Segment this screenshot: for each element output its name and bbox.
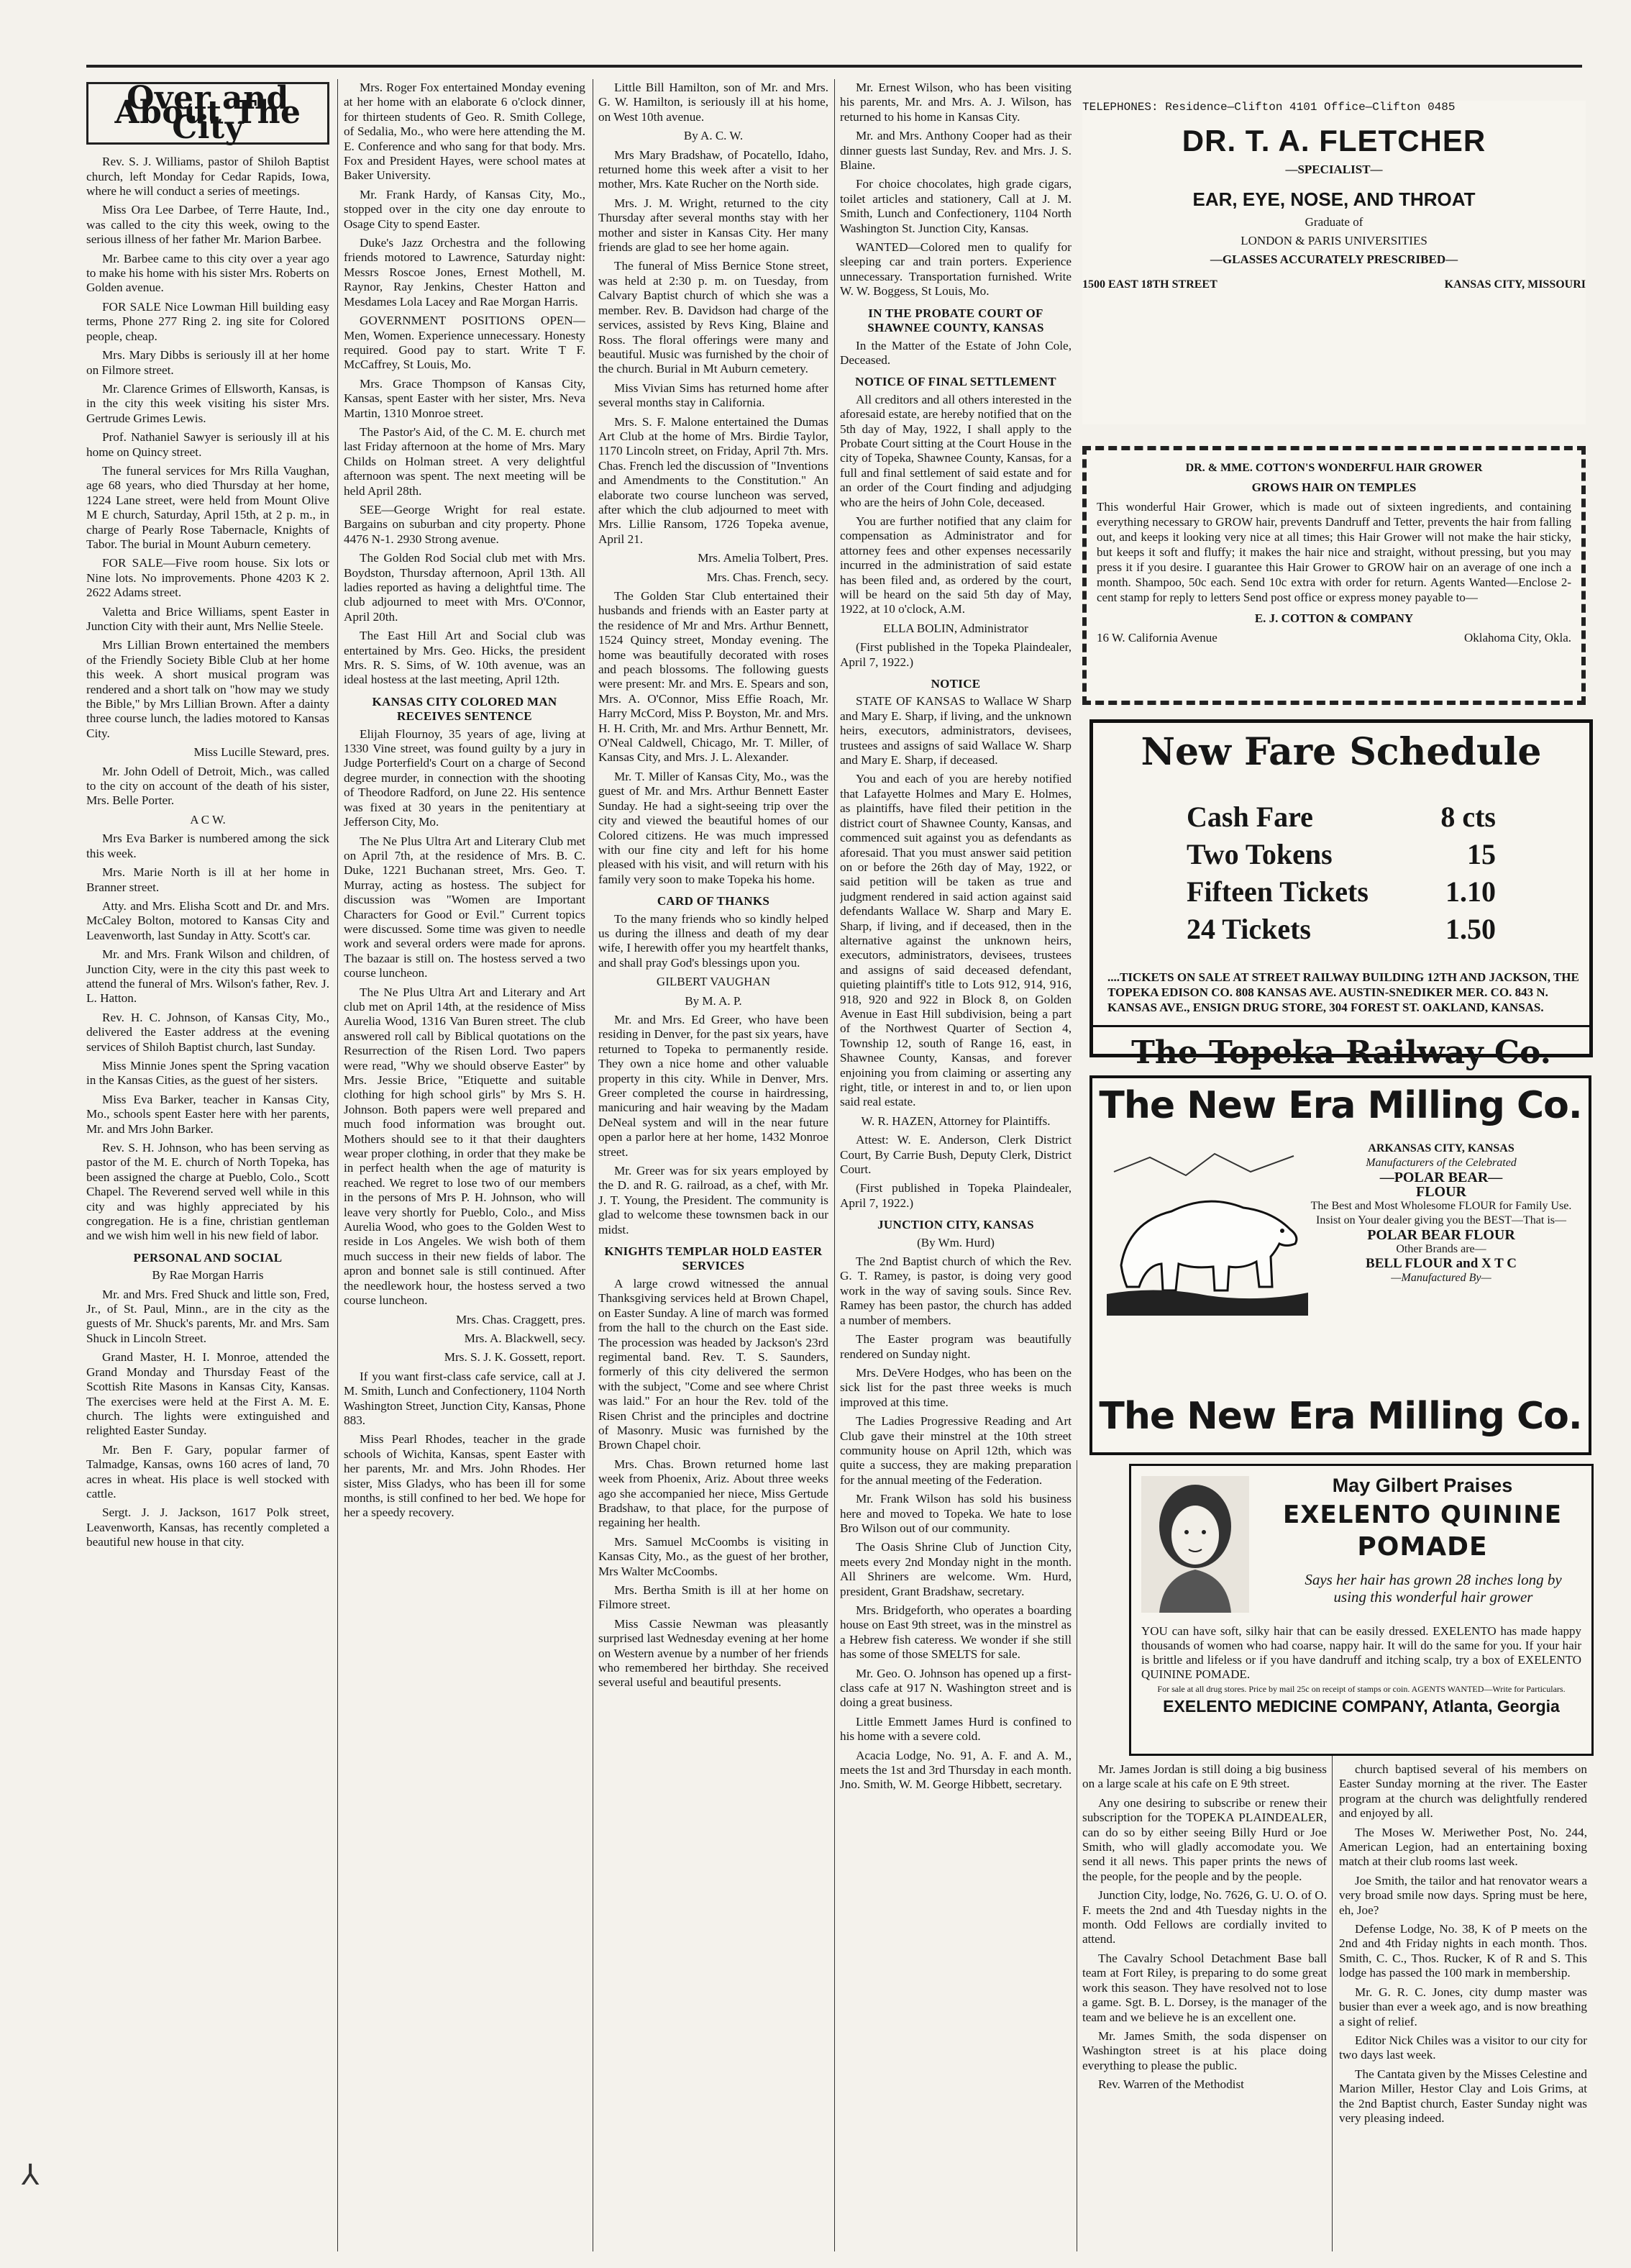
signature: Mrs. Amelia Tolbert, Pres. — [698, 551, 828, 565]
news-item: For choice chocolates, high grade cigars, toilet articles and stationery, Call at J. M. Smith, Lunch and Confectionery, 1104 North Washington St. Junction City, Kansas. — [840, 177, 1072, 235]
pomade-headline: May Gilbert Praises — [1332, 1475, 1513, 1496]
fletcher-city: KANSAS CITY, MISSOURI — [1444, 278, 1586, 291]
pomade-body: YOU can have soft, silky hair that can be easily dressed. EXELENTO has made happy thousands of women who had coarse, nappy hair. It will do the same for you. If your hair is brittle and lifeless or if you have dandruff and itching scalp, try a box of EXELENTO QUININE POMADE. — [1141, 1624, 1581, 1681]
news-item: Elijah Flournoy, 35 years of age, living at 1330 Vine street, was found guilty by a jury in Judge Porterfield's Court on a charge of Second degree murder, in connection with the shooting of Theodore Radford, on June 22. His sentence was fixed at 30 years in the penitentiary at Jefferson City, Mo. — [344, 727, 585, 829]
news-item: SEE—George Wright for real estate. Bargains on suburban and city property. Phone 4476 N-1. 2930 Strong avenue. — [344, 502, 585, 546]
news-item: Rev. S. J. Williams, pastor of Shiloh Baptist church, left Monday for Cedar Rapids, Iowa, where he will conduct a series of meetings. — [86, 155, 329, 199]
fare-row: Two Tokens 15 — [1187, 838, 1496, 870]
cotton-address: 16 W. California Avenue — [1097, 631, 1217, 645]
news-item: The Easter program was beautifully rendered on Sunday night. — [840, 1332, 1072, 1361]
news-item: Prof. Nathaniel Sawyer is seriously ill at his home on Quincy street. — [86, 430, 329, 459]
news-item: Mr. and Mrs. Frank Wilson and children, of Junction City, were in the city this past week to attend the funeral of Mrs. Wilson's father, Rev. J. L. Hatton. — [86, 947, 329, 1006]
news-item: Mrs Eva Barker is numbered among the sick this week. — [86, 832, 329, 860]
signature: Mrs. A. Blackwell, secy. — [464, 1331, 585, 1345]
polar-bear-icon — [1107, 1143, 1308, 1316]
fare-row: Fifteen Tickets 1.10 — [1187, 875, 1496, 908]
column-1 — [86, 81, 329, 2253]
column-3 — [598, 81, 828, 2253]
fare-rows — [1187, 798, 1589, 948]
pomade-company: EXELENTO MEDICINE COMPANY, Atlanta, Georgia — [1163, 1697, 1560, 1716]
byline: (By Wm. Hurd) — [917, 1235, 995, 1249]
byline: By M. A. P. — [685, 993, 742, 1008]
fletcher-address: 1500 EAST 18TH STREET — [1082, 278, 1217, 291]
news-item: The Cantata given by the Misses Celestine and Marion Miller, Hestor Clay and Lois Grims, at the 2nd Baptist church, Easter Sunday night was very pleasing indeed. — [1339, 2067, 1587, 2125]
news-item: Mr. and Mrs. Ed Greer, who have been residing in Denver, for the past six years, have returned to Topeka to permanently reside. They own a nice home and other valuable property in this city. While in Denver, Mrs. Greer completed the course in hairdressing, manicuring and hair weaving by the Madam DeNeal system and will in the near future open a parlor here at her home, 1432 Monroe street. — [598, 1012, 828, 1159]
column-6 — [1339, 1762, 1587, 2251]
cotton-hair-grower-ad — [1082, 446, 1586, 705]
fletcher-specialty: EAR, EYE, NOSE, AND THROAT — [1192, 188, 1476, 210]
column-4 — [840, 81, 1072, 2253]
news-item: Sergt. J. J. Jackson, 1617 Polk street, Leavenworth, Kansas, has recently completed a beautiful new house in that city. — [86, 1506, 329, 1549]
fletcher-ad — [1082, 101, 1586, 424]
news-item: Duke's Jazz Orchestra and the following friends motored to Lawrence, Saturday night: Messrs Roscoe Jones, Ernest Mothell, M. Raynor, Ray Jenkins, Chester Hatton and Mesdames Lola Lacey and Rae Morgan Harris. — [344, 236, 585, 309]
top-rule — [86, 65, 1582, 68]
news-item: Miss Cassie Newman was pleasantly surprised last Wednesday evening at her home on Western avenue by a number of her friends who remembered her birthday. She received several useful and beautiful presents. — [598, 1616, 828, 1690]
signature: Miss Lucille Steward, pres. — [193, 745, 329, 760]
pomade-product: EXELENTO QUININE — [1283, 1500, 1562, 1529]
cotton-city: Oklahoma City, Okla. — [1463, 631, 1571, 645]
news-item: Junction City, lodge, No. 7626, G. U. O. of O. F. meets the 2nd and 4th Tuesday nights in the month. Odd Fellows are cordially invited to attend. — [1082, 1888, 1327, 1946]
section-heading: CARD OF THANKS — [657, 894, 770, 908]
news-item: Mr. Geo. O. Johnson has opened up a first-class cafe at 917 N. Washington street and is doing a great business. — [840, 1666, 1072, 1710]
news-item: The funeral of Miss Bernice Stone street, was held at 2:30 p. m. on Tuesday, from Calvary Baptist church of which she was a member. Rev. B. Davidson had charge of the services, assisted by Revs King, Blaine and Ross. The floral offerings were many and beautiful. Music was furnished by the choir of the church. Burial in Mt Auburn cemetery. — [598, 259, 828, 376]
section-heading: NOTICE OF FINAL SETTLEMENT — [855, 375, 1056, 389]
milling-ad — [1089, 1075, 1591, 1455]
news-item: Mrs. Bertha Smith is ill at her home on Filmore street. — [598, 1583, 828, 1612]
news-item: Any one desiring to subscribe or renew their subscription for the TOPEKA PLAINDEALER, can do so by either seeing Billy Hurd or Joe Smith, who will gladly accomodate you. We send it all news. This paper prints the news of the people, for the people and by the people. — [1082, 1795, 1327, 1883]
news-item: FOR SALE Nice Lowman Hill building easy terms, Phone 277 Ring 2. ing site for Colored people, cheap. — [86, 299, 329, 343]
signature: Mrs. Chas. Craggett, pres. — [456, 1312, 585, 1326]
news-item: Mr. Ben F. Gary, popular farmer of Talmadge, Kansas, owns 160 acres of land, 70 acres in wheat. His place is well stocked with cattle. — [86, 1442, 329, 1500]
byline: A C W. — [190, 812, 226, 826]
news-item: Mr. Ernest Wilson, who has been visiting his parents, Mr. and Mrs. A. J. Wilson, has returned to his home in Kansas City. — [840, 81, 1072, 124]
byline: ELLA BOLIN, Administrator — [883, 621, 1028, 635]
news-item: Mr. James Jordan is still doing a big business on a large scale at his cafe on E 9th street. — [1082, 1762, 1327, 1791]
news-item: STATE OF KANSAS to Wallace W Sharp and Mary E. Sharp, if living, and the unknown heirs, executors, administrators, devisees, trustees and assigns of said Wallace W. Sharp and Mary E. Sharp, if deceased. — [840, 694, 1072, 768]
news-item: Mr. G. R. C. Jones, city dump master was busier than ever a week ago, and is now breathing a sight of relief. — [1339, 1985, 1587, 2028]
news-item: Mr. Clarence Grimes of Ellsworth, Kansas, is in the city this week visiting his sister Mrs. Gertrude Grimes Lewis. — [86, 381, 329, 425]
news-item: Mr. Frank Wilson has sold his business here and moved to Topeka. We hate to lose Bro Wilson out of our community. — [840, 1492, 1072, 1535]
news-item: Mrs. Bridgeforth, who operates a boarding house on East 9th street, was in the minstrel as a Hebrew fish cateress. We wonder if she still has some of those SMELTS for sale. — [840, 1603, 1072, 1662]
news-item: FOR SALE—Five room house. Six lots or Nine lots. No improvements. Phone 4203 K 2. 2622 Adams street. — [86, 556, 329, 600]
news-item: WANTED—Colored men to qualify for sleeping car and train porters. Experience unnecessary. Transportation furnished. Write W. W. Boggess, St Louis, Mo. — [840, 240, 1072, 299]
news-item: The Oasis Shrine Club of Junction City, meets every 2nd Monday night in the month. All Shriners are welcome. Wm. Hurd, president, Grant Bradshaw, secretary. — [840, 1540, 1072, 1598]
news-item: Mr. and Mrs. Fred Shuck and little son, Fred, Jr., of St. Paul, Minn., are in the city as the guests of Mr. Shuck's parents, Mr. and Mrs. Sam Shuck in Lincoln Street. — [86, 1287, 329, 1345]
column-divider — [337, 79, 338, 2251]
section-heading: JUNCTION CITY, KANSAS — [877, 1218, 1034, 1232]
news-item: Mrs. Samuel McCoombs is visiting in Kansas City, Mo., as the guest of her brother, Mrs Walter McCoombs. — [598, 1534, 828, 1578]
margin-mark: ⅄ — [22, 2159, 40, 2191]
news-item: Mrs. Mary Dibbs is seriously ill at her home on Filmore street. — [86, 348, 329, 377]
fletcher-glasses: —GLASSES ACCURATELY PRESCRIBED— — [1210, 252, 1458, 266]
news-item: Mr. Barbee came to this city over a year ago to make his home with his sister Mrs. Roberts on Golden avenue. — [86, 251, 329, 295]
fletcher-name: DR. T. A. FLETCHER — [1182, 124, 1486, 158]
byline: W. R. HAZEN, Attorney for Plaintiffs. — [861, 1113, 1051, 1128]
news-item: Mr. Greer was for six years employed by the D. and R. G. railroad, as a chef, with Mr. J. T. Young, the President. The community is glad to welcome these townsmen back in our midst. — [598, 1164, 828, 1237]
news-item: The 2nd Baptist church of which the Rev. G. T. Ramey, is pastor, is doing very good work in the way of saving souls. Since Rev. Ramey has been pastor, the church has added a number of members. — [840, 1254, 1072, 1327]
news-item: Miss Eva Barker, teacher in Kansas City, Mo., schools spent Easter here with her parents, Mr. and Mrs John Barker. — [86, 1092, 329, 1136]
news-item: Joe Smith, the tailor and hat renovator wears a very broad smile now days. Spring must be here, eh, Joe? — [1339, 1873, 1587, 1917]
pomade-fine-print: For sale at all drug stores. Price by mail 25c on receipt of stamps or coin. AGENTS WANTED—Write for Particulars. — [1157, 1684, 1566, 1694]
section-heading: KANSAS CITY COLORED MAN RECEIVES SENTENCE — [372, 694, 557, 724]
news-item: Rev. H. C. Johnson, of Kansas City, Mo., delivered the Easter address at the evening services of Shiloh Baptist church, last Sunday. — [86, 1010, 329, 1054]
portrait-icon — [1141, 1476, 1249, 1613]
news-item: Mrs. DeVere Hodges, who has been on the sick list for the past three weeks is much improved at this time. — [840, 1365, 1072, 1409]
news-item: Acacia Lodge, No. 91, A. F. and A. M., meets the 1st and 3rd Thursday in each month. Jno. Smith, W. M. George Hibbett, secretary. — [840, 1748, 1072, 1792]
cotton-headline: DR. & MME. COTTON'S WONDERFUL HAIR GROWER — [1185, 462, 1483, 474]
news-item: Attest: W. E. Anderson, Clerk District Court, By Carrie Bush, Deputy Clerk, District Court. — [840, 1133, 1072, 1177]
news-item: Little Emmett James Hurd is confined to his home with a severe cold. — [840, 1714, 1072, 1744]
news-item: GOVERNMENT POSITIONS OPEN—Men, Women. Experience unnecessary. Honesty required. Good pay to start. Write T F. McCaffrey, St Louis, Mo. — [344, 314, 585, 372]
news-item: Mrs Lillian Brown entertained the members of the Friendly Society Bible Club at her home this week. A short musical program was rendered and a short talk on "how may we study the Bible," by Mrs Lillian Brown. After a dainty three course lunch, the ladies motored to Kansas City. — [86, 638, 329, 740]
railway-company: The Topeka Railway Co. — [1093, 1025, 1589, 1071]
byline: By Rae Morgan Harris — [152, 1268, 264, 1283]
news-item: Miss Pearl Rhodes, teacher in the grade schools of Wichita, Kansas, spent Easter with her parents, Mr. and Mrs. John Rhodes. Her sister, Miss Gladys, who has been ill for some months, is still confined to her bed. We hope for her a speedy recovery. — [344, 1432, 585, 1520]
news-item: You and each of you are hereby notified that Lafayette Holmes and Mary E. Holmes, as plaintiffs, have filed their petition in the district court of Shawnee County, Kansas, and commenced suit against you as defendants as aforesaid. That you must answer said petition on or before the 26th day of May, 1922, or said petition will be taken as true and judgment rendered in said action against said defendants Wallace W. Sharp and Mary E. Sharp, if living, and if deceased, then in the alternative against the unknown heirs, executors, administrators, devisees, trustees and assigns of said deceased defendant, quieting plaintiff's title to Lots 912, 914, 916, 918, 920 and 922 in Block 8, on Golden Avenue in East Hill subdivision, being a part of the Northwest Quarter of Section 4, Township 12, south of Range 16, east, in Shawnee County, Kansas, and forever enjoining you from claiming or asserting any right, title, or interest in and to, or lien upon said real estate. — [840, 772, 1072, 1109]
masthead-title: Over and About The City — [86, 82, 329, 145]
pomade-ad — [1129, 1464, 1594, 1756]
news-item: The funeral services for Mrs Rilla Vaughan, age 68 years, who died Thursday at her home, 1224 Lane street, were held from Mount Olive M E church, Saturday, April 15th, at 2 p. m., in charge of Pearly Rose Tabernacle, Knights of Tabor. The burial in Mount Auburn cemetery. — [86, 463, 329, 551]
news-item: Rev. S. H. Johnson, who has been serving as pastor of the M. E. church of North Topeka, has been assigned the charge at Pueblo, Colo., Scott Chapel. The Reverend served well while in this city and was highly appreciated by his congregation. He is a fine, christian gentleman and we wish him well in his new field of labor. — [86, 1141, 329, 1243]
news-item: The Pastor's Aid, of the C. M. E. church met last Friday afternoon at the home of Mrs. Mary Childs on Holman street. A very delightful afternoon was spent. The next meeting will be held April 28th. — [344, 424, 585, 498]
section-heading: KNIGHTS TEMPLAR HOLD EASTER SERVICES — [604, 1244, 823, 1273]
news-item: Miss Vivian Sims has returned home after several months stay in California. — [598, 381, 828, 410]
pomade-product-2: POMADE — [1357, 1532, 1488, 1562]
cotton-subheadline: GROWS HAIR ON TEMPLES — [1251, 481, 1417, 494]
news-item: A large crowd witnessed the annual Thanksgiving services held at Brown Chapel, on Easter Sunday. A line of march was formed from the hall to the church on the East side. The procession was headed by Jackson's 23rd regimental band. Rev. T. S. Saunders, formerly of this city delivered the sermon with the subject, "Come and see where Christ was laid." For an hour the Rev. told of the Risen Christ and the principles and doctrine of Masonry. Music was furnished by the Brown Chapel choir. — [598, 1276, 828, 1452]
byline: By A. C. W. — [683, 129, 744, 143]
news-item: The Ne Plus Ultra Art and Literary and Art club met on April 14th, at the residence of Miss Aurelia Wood, 1316 Van Buren street. The club answered roll call by Biblical quotations on the Resurrection of the Risen Lord. Two papers were read, "Why we should observe Easter" by Mrs. Jessie Brice, "Etiquette and suitable clothing for high school girls" by Mrs S. H. Johnson. Both papers were well prepared and much food information was brought out. Mothers should see to it that their daughters wear proper clothing, in order that they make be in perfect health when the age of maturity is reached. We regret to lose two of our members in the persons of Mrs P. H. Johnson, who will leave very shortly for Pueblo, Colo., and Miss Aurelia Wood, who goes to the Golden West to reside in Los Angeles. We wish both of them much success in their new fields of labor. The apron and bonnet sale is still continued. After the needlework hour, the hostess served a two course luncheon. — [344, 985, 585, 1308]
news-item: The Ladies Progressive Reading and Art Club gave their minstrel at the 10th street community house on April 12th, which was quite a success, they are making preparation for the annual meeting of the Federation. — [840, 1414, 1072, 1487]
news-item: Mr. T. Miller of Kansas City, Mo., was the guest of Mr. and Mrs. Arthur Bennett Easter Sunday. He had a sight-seeing trip over the city and viewed the beautiful homes of our Colored citizens. He was much impressed with our fine city and left for his home pleased with his visit, and will return with his family very soon to make Topeka his home. — [598, 769, 828, 886]
fare-row: Cash Fare 8 cts — [1187, 801, 1496, 833]
news-item: Mrs. Marie North is ill at her home in Branner street. — [86, 865, 329, 894]
news-item: You are further notified that any claim for compensation as Administrator and for attorney fees and other expenses necessarily incurred in the administration of said estate has been filed and, as ordered by the court, will be heard on the said 5th day of May, 1922, at 10 o'clock, A.M. — [840, 514, 1072, 616]
news-item: Mr. James Smith, the soda dispenser on Washington street is at his place doing everything to please the public. — [1082, 2028, 1327, 2072]
cotton-company: E. J. COTTON & COMPANY — [1254, 611, 1414, 625]
mill-footer: The New Era Milling Co. — [1099, 1395, 1582, 1438]
column-divider — [834, 79, 835, 2251]
column-2 — [344, 81, 585, 2253]
news-item: The Moses W. Meriwether Post, No. 244, American Legion, had an entertaining boxing match at their club rooms last week. — [1339, 1825, 1587, 1869]
fare-schedule-ad — [1089, 719, 1593, 1071]
news-item: Mr. and Mrs. Anthony Cooper had as their dinner guests last Sunday, Rev. and Mrs. J. S. Blaine. — [840, 129, 1072, 173]
pomade-body-wrap — [1141, 1624, 1581, 1716]
column-divider — [1332, 1755, 1333, 2251]
news-item: Mrs. Roger Fox entertained Monday evening at her home with an elaborate 6 o'clock dinner, for thirteen students of Geo. R. Smith College, of Sedalia, Mo., who were here attending the M. E. Conference and who sang for that body. Mrs. Fox and President Hayes, were school mates at Baker University. — [344, 81, 585, 183]
fare-title: New Fare Schedule — [1141, 730, 1542, 774]
news-item: Miss Ora Lee Darbee, of Terre Haute, Ind., was called to the city this week, owing to the serious illness of her father Mr. Marion Barbee. — [86, 203, 329, 247]
news-item: The Cavalry School Detachment Base ball team at Fort Riley, is preparing to do some great work this season. They have resolved not to lose a game. Sgt. B. L. Dorsey, is the manager of the team and we believe he is an excellent one. — [1082, 1951, 1327, 2024]
fletcher-universities: LONDON & PARIS UNIVERSITIES — [1241, 234, 1427, 247]
news-item: Miss Minnie Jones spent the Spring vacation in the Kansas Cities, as the guest of her sisters. — [86, 1058, 329, 1088]
news-item: Mrs. S. F. Malone entertained the Dumas Art Club at the home of Mrs. Birdie Taylor, 1170 Lincoln street, on Friday, April 7th. Mrs. Chas. French led the discussion of "Inventions and Amendments to the Constitution." An elaborate two course luncheon was served, after which the club adjourned to meet with Mrs. Lillie Ransom, 1726 Topeka avenue, April 21. — [598, 414, 828, 546]
news-item: Mr. Frank Hardy, of Kansas City, Mo., stopped over in the city one day enroute to Osage City to spend Easter. — [344, 187, 585, 231]
news-item: Mr. John Odell of Detroit, Mich., was called to the city on account of the death of his sister, Mrs. Belle Porter. — [86, 764, 329, 808]
news-item: Mrs. Grace Thompson of Kansas City, Kansas, spent Easter with her sister, Mrs. Neva Martin, 1310 Monroe street. — [344, 376, 585, 420]
news-item: To the many friends who so kindly helped us during the illness and death of my dear wife, I herewith offer you my heartfelt thanks, and shall pray God's blessings upon you. — [598, 911, 828, 970]
mill-text: ARKANSAS CITY, KANSAS Manufacturers of the Celebrated —POLAR BEAR— FLOUR The Best and Most Wholesome FLOUR for Family Use. Insist on Your dealer giving you the BEST—That is— POLAR BEAR FLOUR Other Brands are— BELL FLOUR and X T C —Manufactured By— — [1310, 1142, 1572, 1284]
news-item: The Golden Star Club entertained their husbands and friends with an Easter party at the residence of Mr and Mrs. Arthur Bennett, 1524 Quincy street, Monday evening. The home was beautifully decorated with roses and peach blossoms. The following guests were present: Mr. and Mrs. E. Spears and son, Mrs. A. O'Connor, Miss Effie Roach, Mr. Harry McCord, Miss P. Boyston, Mr. and Mrs. H. H. Crith, Mr. and Mrs. Arthur Bennett, Mr. O'Neal Caldwell, Chicago, Mr. T. Miller, of Kansas City, and Mrs. J. L. Alexander. — [598, 589, 828, 765]
news-item: The Ne Plus Ultra Art and Literary Club met on April 7th, at the residence of Mrs. B. C. Duke, 1221 Buchanan street, Mrs. Geo. T. Murray, acting as hostess. The subject for discussion was "Women are Important Characters for Good or Evil." Current topics were discussed. Some time was given to needle work and several orders were made for aprons. The bazaar is still on. The hostess served a two course luncheon. — [344, 834, 585, 980]
fletcher-phones: TELEPHONES: Residence—Clifton 4101 Office—Clifton 0485 — [1082, 101, 1456, 114]
cotton-body: This wonderful Hair Grower, which is made out of sixteen ingredients, and containing everything necessary to GROW hair, prevents Dandruff and Tetter, prevents the hair from falling out, and keeps it looking very nice at all times; this Hair Grower will not make the hair sticky, but keeps it soft and fluffy; it makes the hair nice and straight, without pressing, but you may press it if you desire. I guarantee this Hair Grower to GROW hair on an average of one inch a month. Shampoo, 50c each. Send 10c extra with order for return. Agents Wanted—Enclose 2-cent stamp for reply to letters Send post office or express money payable to— — [1097, 500, 1571, 604]
fare-ticket-locations: ....TICKETS ON SALE AT STREET RAILWAY BUILDING 12TH AND JACKSON, THE TOPEKA EDISON CO. 808 KANSAS AVE. AUSTIN-SNEDIKER MER. CO. 843 N. KANSAS AVE., ENSIGN DRUG STORE, 304 FOREST ST. OAKLAND, KANSAS. — [1107, 970, 1579, 1014]
fare-row: 24 Tickets 1.50 — [1187, 913, 1496, 945]
news-item: The East Hill Art and Social club was entertained by Mrs. Geo. Hicks, the president Mrs. R. S. Sims, of W. 10th avenue, was an ideal hostess at the last meeting, April 12th. — [344, 629, 585, 687]
pomade-quote: Says her hair has grown 28 inches long by using this wonderful hair grower — [1305, 1571, 1562, 1606]
news-item: Mrs. J. M. Wright, returned to the city Thursday after several months stay with her mother and sister in Kansas City. Her many friends are glad to see her home again. — [598, 196, 828, 255]
byline: GILBERT VAUGHAN — [656, 975, 771, 989]
news-item: (First published in the Topeka Plaindealer, April 7, 1922.) — [840, 640, 1072, 669]
news-item: Little Bill Hamilton, son of Mr. and Mrs. G. W. Hamilton, is seriously ill at his home, on West 10th avenue. — [598, 81, 828, 124]
section-heading: NOTICE — [931, 677, 981, 691]
fletcher-specialist: —SPECIALIST— — [1285, 163, 1383, 176]
news-item: Editor Nick Chiles was a visitor to our city for two days last week. — [1339, 2033, 1587, 2062]
news-item: All creditors and all others interested in the aforesaid estate, are hereby notified that on the 5th day of May, 1922, I shall apply to the Probate Court sitting at the Court House in the city of Topeka, Shawnee County, Kansas, for a full and final settlement of said estate and for an order of the Court finding and adjudging who are the heirs of John Cole, deceased. — [840, 392, 1072, 509]
news-item: Mrs Mary Bradshaw, of Pocatello, Idaho, returned home this week after a visit to her mother, Mrs. Kate Rucher on the North side. — [598, 147, 828, 191]
news-item: Rev. Warren of the Methodist — [1098, 2077, 1244, 2092]
signature: Mrs. S. J. K. Gossett, report. — [444, 1350, 585, 1365]
fletcher-grad: Graduate of — [1305, 215, 1363, 229]
column-5 — [1082, 1762, 1327, 2251]
news-item: The Golden Rod Social club met with Mrs. Boydston, Thursday afternoon, April 13th. All ladies reported as having a delightful time. The club adjourned to meet with Mrs. O'Connor, April 20th. — [344, 551, 585, 624]
news-item: If you want first-class cafe service, call at J. M. Smith, Lunch and Confectionery, 1104 North Washington Street, Junction City, Kansas, Phone 883. — [344, 1369, 585, 1427]
news-item: (First published in Topeka Plaindealer, April 7, 1922.) — [840, 1181, 1072, 1210]
news-item: In the Matter of the Estate of John Cole, Deceased. — [840, 338, 1072, 367]
news-item: Atty. and Mrs. Elisha Scott and Dr. and Mrs. McCaley Bolton, motored to Kansas City and Leavenworth, last Sunday in Atty. Scott's car. — [86, 898, 329, 942]
news-item: Valetta and Brice Williams, spent Easter in Junction City with their aunt, Mrs Nellie Steele. — [86, 604, 329, 633]
section-heading: IN THE PROBATE COURT OF SHAWNEE COUNTY, KANSAS — [867, 306, 1044, 335]
news-item: Defense Lodge, No. 38, K of P meets on the 2nd and 4th Friday nights in each month. Thos. Smith, C. C., Thos. Rucker, K of R and S. This lodge has passed the 100 mark in membership. — [1339, 1922, 1587, 1980]
section-heading: PERSONAL AND SOCIAL — [133, 1250, 283, 1265]
news-item: Mrs. Chas. Brown returned home last week from Phoenix, Ariz. About three weeks ago she accompanied her niece, Miss Gertude Bradshaw, to that place, for the purpose of regaining her health. — [598, 1457, 828, 1530]
signature: Mrs. Chas. French, secy. — [706, 570, 828, 584]
news-item: Grand Master, H. I. Monroe, attended the Grand Monday and Thursday Feast of the Scottish Rite Masons in Kansas City, Kansas. The exercises were held at the First A. M. E. church. The lights were extinguished and relighted Easter Sunday. — [86, 1350, 329, 1438]
news-item: church baptised several of his members on Easter Sunday morning at the river. The Easter program at the church was delightfully rendered and enjoyed by all. — [1339, 1762, 1587, 1821]
mill-title: The New Era Milling Co. — [1099, 1084, 1582, 1127]
